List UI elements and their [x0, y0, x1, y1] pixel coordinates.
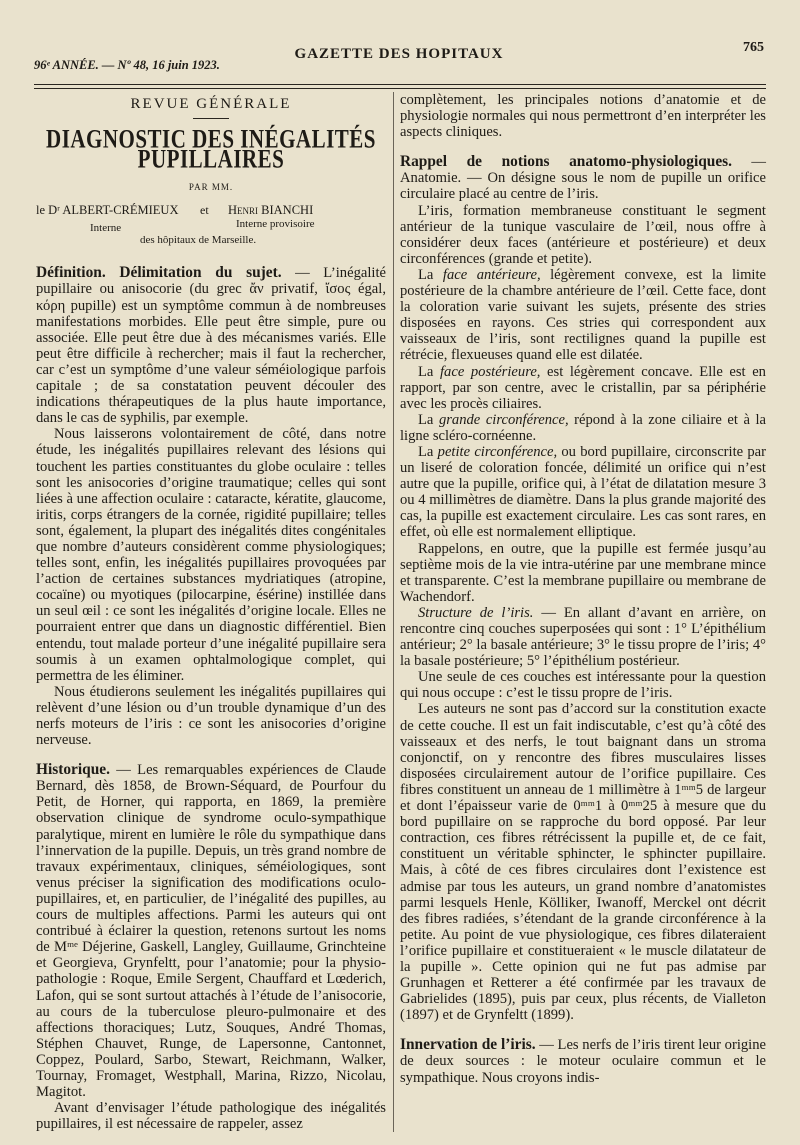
page-number: 765 [743, 40, 764, 55]
heading-historique: Historique. [36, 761, 110, 779]
text-grande-circonference: répond à la zone ciliaire et à la ligne scléro-cornéenne. [400, 411, 767, 444]
left-column [36, 92, 386, 1132]
paragraph-auteurs: Les auteurs ne sont pas d’accord sur la constitution exacte de cette couche. Il est un fait indiscutable, c’est qu’à côté des vaisseaux et des nerfs, le tout baignant dans un stroma conjonctif, on y rencontre des fibres musculaires lisses disposées circulairement autour de l’orifice pupillaire. Ces fibres constituent un anneau de 1 millimètre à 1ᵐᵐ5 de largeur et dont l’épaisseur varie de 0ᵐᵐ1 à 0ᵐᵐ25 à mesure que du bord pupillaire on se rapproche du bord opposé. Par leur contraction, ces fibres rétrécissent la pupille et, de ce fait, constituent un véritable sphincter, le sphincter pupillaire. Mais, à côté de ces fibres circulaires dont l’existence est admise par tous les auteurs, un grand nombre d’anatomistes parmi lesquels Henle, Kölliker, Iwanoff, Merckel ont décrit des fibres radiées, s’étendant de la grande circonférence à la petite. Au point de vue physiologique, ces fibres dilateraient l’orifice pupillaire et constitueraient « le muscle dilatateur de la pupille ». Cette opinion qui ne fut pas admise par Grunhagen et Retterer a été confirmée par les travaux de Gabrielides (1895), puis par ceux, plus récents, de Vialleton (1897) et de Grynfeltt (1899). [400, 701, 766, 1024]
text-face-posterieure: est légèrement concave. Elle est en rapport, par son centre, avec le cristallin, par sa périphérie avec les procès ciliaires. [400, 363, 766, 412]
issue-line: 96ᵉ ANNÉE. — Nº 48, 16 juin 1923. [34, 58, 220, 72]
paragraph-tissu-propre: Une seule de ces couches est intéressante pour la question qui nous occupe : c’est le tissu propre de l’iris. [400, 669, 766, 702]
author2-role: Interne provisoire [236, 218, 315, 231]
text-prefix: La [418, 266, 443, 283]
text-definition: — L’inégalité pupillaire ou anisocorie (du grec ἄν privatif, ἴσος égal, κόρη pupille) est un symptôme commun à de nombreuses manifestations morbides. Elle peut être simple, pure ou associée. Elle peut être due à des mécanismes variés. Elle peut être difficile à rechercher; mais il faut la rechercher, car c’est un symptôme d’une valeur séméiologique parfois capitale ; de sa constatation peuvent découler des indications thérapeutiques de la plus haute importance, dans le cas de syphilis, par exemple. [36, 265, 386, 427]
paragraph-gap [36, 748, 386, 762]
paragraph-scope: Nous étudierons seulement les inégalités pupillaires qui relèvent d’une lésion ou d’un trouble dynamique d’un des nerfs moteurs de l’iris : ce sont les anisocories d’origine nerveuse. [36, 683, 386, 749]
paragraph-iris: L’iris, formation membraneuse constituant le segment antérieur de la tunique vasculaire de l’œil, nous offre à considérer deux faces (antérieure et postérieure) et deux circonférences (grande et petite). [400, 202, 766, 267]
paragraph-continuation: complètement, les principales notions d’anatomie et de physiologie normales qui nous permettront d’en interpréter les aspects cliniques. [400, 92, 766, 141]
term-face-posterieure: face postérieure, [439, 363, 541, 380]
paragraph-face-anterieure [400, 267, 766, 364]
text-innervation: — Les nerfs de l’iris tirent leur origine de deux sources : le moteur oculaire commun et le sympathique. Nous croyons indis- [400, 1037, 767, 1086]
paragraph-rappel [400, 154, 766, 202]
text-petite-circonference: ou bord pupillaire, circonscrite par un liseré de coloration foncée, délimité un orifice qui n’est autre que la pupille, orifice qui, à l’état de dilatation mesure 3 ou 4 millimètres de diamètre. Dans la plus grande majorité des cas, la pupille est exactement circulaire. Les cas sont rares, en effet, où elle est normalement elliptique. [400, 443, 767, 541]
institution: des hôpitaux de Marseille. [140, 234, 257, 247]
text-prefix: La [418, 363, 440, 380]
right-column [400, 92, 766, 1086]
paragraph-gap [400, 1023, 766, 1037]
paragraph-innervation [400, 1037, 766, 1085]
article-title: DIAGNOSTIC DES INÉGALITÉS PUPILLAIRES [46, 124, 376, 175]
author-block [36, 203, 386, 251]
text-prefix: La [418, 443, 438, 460]
text-rappel: — On désigne sous le nom de pupille un orifice circulaire placé au centre de l’iris. [400, 170, 766, 203]
paragraph-gap [400, 140, 766, 154]
heading-definition: Définition. Délimitation du sujet. [36, 264, 282, 282]
by-line: PAR MM. [188, 182, 234, 193]
author-henri-bianchi: Henri BIANCHI [228, 203, 314, 218]
journal-title: GAZETTE DES HOPITAUX [294, 46, 504, 62]
term-grande-circonference: grande circonférence, [438, 411, 569, 428]
paragraph-grande-circonference [400, 412, 766, 444]
paragraph-face-posterieure [400, 364, 766, 412]
author-albert-cremieux: le Dʳ ALBERT-CRÉMIEUX [36, 203, 179, 218]
subheading-anatomie: — Anatomie. [400, 154, 766, 187]
section-rubric: REVUE GÉNÉRALE [130, 96, 292, 112]
heading-innervation: Innervation de l’iris. [400, 1036, 536, 1054]
header-rule-thin [34, 88, 766, 89]
running-header [34, 40, 764, 74]
text-structure: — En allant d’avant en arrière, on rencontre cinq couches superposées qui sont : 1° L’épithélium antérieur; 2° la basale antérieure; 3° le tissu propre de l’iris; 4° la basale postérieure; 5° l’épithélium postérieur. [400, 604, 766, 670]
paragraph-petite-circonference [400, 444, 766, 541]
heading-rappel: Rappel de notions anatomo-physiologiques. [400, 153, 733, 171]
text-historique: — Les remarquables expériences de Claude Bernard, dès 1858, de Brown-Séquard, de Pourfour du Petit, de Horner, qui rapporta, en 1869, la première observation clinique de syndrome oculo-sympathique paralytique, mirent en lumière le rôle du sympathique dans l’innervation de la pupille. Depuis, un très grand nombre de travaux expérimentaux, cliniques, séméiologiques, sont venus préciser la signification des modifications oculo-pupillaires, et, en particulier, de l’inégalité des pupilles, au cours de multiples affections. Parmi les auteurs qui ont contribué à éclairer la question, retenons surtout les noms de Mᵐᵉ Déjerine, Gaskell, Langley, Guillaume, Grinchteine et Georgieva, Grynfeltt, pour l’anatomie; pour la physio-pathologie : Roque, Emile Sergent, Chauffard et Lœderich, Lafon, qui se sont surtout attachés à l’étude de l’anisocorie, au cours de la tuberculose pleuro-pulmonaire et des affections thoraciques; Lutz, Souques, André Thomas, Stéphen Chauvet, Runge, de Lapersonne, Cantonnet, Coppez, Poulard, Sarbo, Stewart, Reichmann, Walker, Tournay, Fromaget, Westphall, Marina, Rizzo, Nicolau, Magitot. [36, 762, 386, 1101]
paragraph-structure [400, 605, 766, 669]
paragraph-membrane: Rappelons, en outre, que la pupille est fermée jusqu’au septième mois de la vie intra-utérine par une membrane mince et transparente. C’est la membrane pupillaire ou membrane de Wachendorf. [400, 540, 766, 605]
column-divider [393, 92, 394, 1132]
paragraph-transition: Avant d’envisager l’étude pathologique des inégalités pupillaires, il est nécessaire de rappeler, assez [36, 1100, 386, 1133]
paragraph-definition [36, 265, 386, 426]
header-rule [34, 84, 766, 85]
rubric-rule [193, 118, 229, 119]
heading-structure: Structure de l’iris. [418, 604, 534, 621]
term-face-anterieure: face antérieure, [442, 266, 541, 283]
text-face-anterieure: légèrement convexe, est la limite postérieure de la chambre antérieure de l’œil. Cette face, dont la coloration varie suivant les sujets, présente des stries disposées en rayons. Ces stries qui correspondent aux vaisseaux de l’iris, sont rectilignes quand la pupille est rétrécie, flexueuses quand elle est dilatée. [400, 266, 767, 364]
paragraph-exclusions: Nous laisserons volontairement de côté, dans notre étude, les inégalités pupillaires relevant des lésions qui touchent les parties constituantes du globe oculaire : telles sont les anisocories d’origine traumatique; celles qui sont liées à une affection oculaire : cataracte, kératite, glaucome, iritis, corps étrangers de la cornée, rigidité pupillaire; telles sont, également, la plupart des inégalités dites congénitales que nombre d’auteurs considèrent comme physiologiques; telles sont, enfin, les inégalités pupillaires provoquées par l’action de certaines substances mydriatiques (atropine, cocaïne) ou myotiques (pilocarpine, ésérine) instillée dans un seul œil : ce sont les inégalités d’origine locale. Elles ne pourraient entrer que dans un diagnostic différentiel. Bien entendu, tout malade porteur d’une inégalité pupillaire sera soumis à un examen ophtalmologique complet, qui permettra de les éliminer. [36, 426, 386, 684]
author-conjunction: et [200, 203, 209, 218]
term-petite-circonference: petite circonférence, [437, 443, 558, 460]
text-prefix: La [418, 411, 439, 428]
author1-role: Interne [90, 222, 122, 235]
paragraph-historique [36, 762, 386, 1100]
